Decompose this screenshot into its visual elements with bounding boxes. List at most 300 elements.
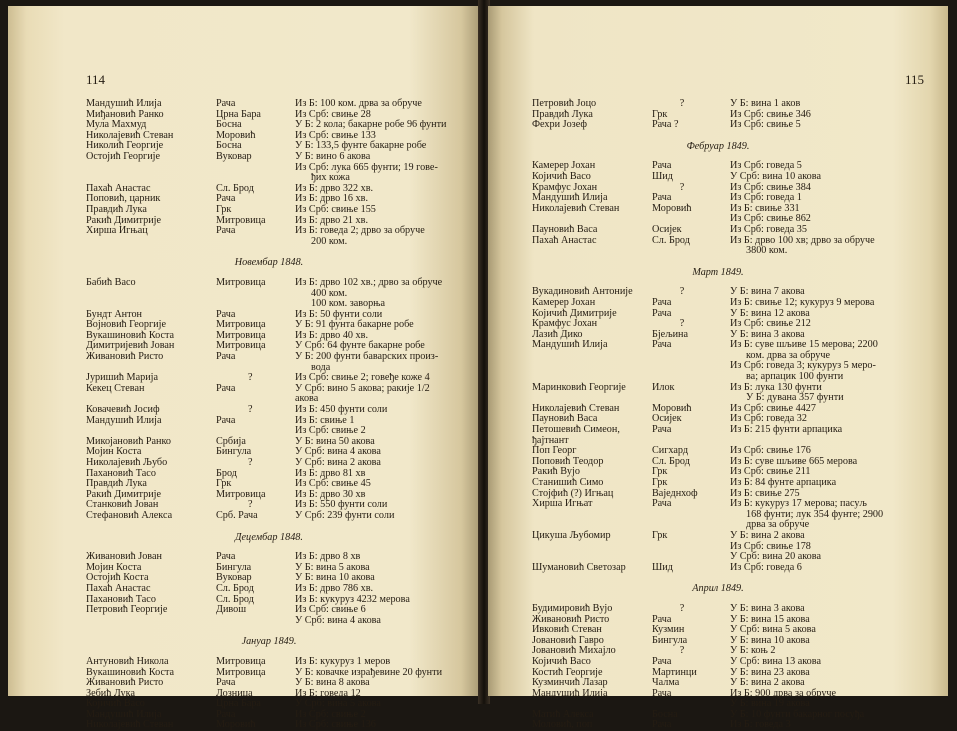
merchant-name: Камерер Јохан xyxy=(532,160,596,172)
merchant-place: ? xyxy=(679,645,685,657)
merchant-name: Лазић Дико xyxy=(532,328,583,340)
trade-entry: У Б: вина 7 акова xyxy=(730,286,805,298)
merchant-name xyxy=(86,616,216,627)
merchant-name: Мојин Коста xyxy=(86,561,142,573)
merchant-name: Ракић Димитрије xyxy=(86,214,162,226)
merchant-name: Остојић Георгије xyxy=(86,150,161,162)
merchant-name: Хирша Игњат xyxy=(532,498,593,510)
merchant-name: Пахаћ Анастас xyxy=(86,182,151,194)
merchant-name: Остојић Коста xyxy=(86,572,149,584)
trade-entry: Из Срб: лука 665 фунти; 19 гове- xyxy=(295,161,438,173)
merchant-place: Митровица xyxy=(216,329,266,341)
merchant-place: Сигхард xyxy=(652,445,689,457)
merchant-name: Којичић Васо xyxy=(532,170,591,182)
merchant-name: Вукашиновић Коста xyxy=(86,329,175,341)
merchant-name xyxy=(86,163,216,174)
merchant-place: Брод xyxy=(216,467,237,479)
ledger-row xyxy=(86,289,452,300)
merchant-name: Мандушић Илија xyxy=(532,687,608,699)
merchant-name: Ковачевић Јосиф xyxy=(86,404,160,416)
merchant-name: Мандушић Илија xyxy=(86,414,162,426)
merchant-place: Моровић xyxy=(216,719,256,731)
trade-entry: У Б: 200 фунти баварских произ- xyxy=(295,351,439,363)
trade-entry: Из Срб: свиње 6 xyxy=(295,604,366,616)
trade-entry: У Б: вина 10 акова xyxy=(730,634,810,646)
merchant-place: ? xyxy=(679,181,685,193)
merchant-place: Рача xyxy=(652,498,672,510)
merchant-name: Петошевић Симеон, xyxy=(532,424,620,436)
merchant-place: Рача xyxy=(216,551,236,563)
trade-entry: У Б: 2 кола; бакарне робе 96 фунти xyxy=(295,119,447,131)
trade-entry: У Срб: вина 20 акова xyxy=(730,551,821,563)
merchant-name: Живановић Јован xyxy=(86,551,162,563)
merchant-place: Лозница xyxy=(216,687,253,699)
merchant-place: Црна Бара xyxy=(216,698,261,710)
ledger-row xyxy=(86,678,452,689)
trade-entry: Из Срб: свиње 384 xyxy=(730,181,811,193)
merchant-name: Микојановић Ранко xyxy=(86,435,172,447)
trade-entry: У Б: 133,5 фунте бакарне робе xyxy=(295,140,427,152)
trade-entry: Из Срб: свиње 346 xyxy=(730,108,811,120)
merchant-name: Вукашиновић Коста xyxy=(86,666,175,678)
trade-entry: 100 ком. заворња xyxy=(311,298,386,310)
merchant-place: Рача xyxy=(652,655,672,667)
merchant-place xyxy=(652,510,730,521)
merchant-name: Фехри Јозеф xyxy=(532,119,587,131)
merchant-name: Антуновић Никола xyxy=(86,655,169,667)
trade-entry: У Б: вина 3 акова xyxy=(730,328,805,340)
merchant-place: Рача xyxy=(216,308,236,320)
merchant-name: Зебић Лука xyxy=(86,687,135,699)
merchant-name: Стефановић Алекса xyxy=(86,509,173,521)
merchant-place: Рача xyxy=(216,677,236,689)
merchant-name: Николајевић Стеван xyxy=(86,129,174,141)
merchant-place: Митровица xyxy=(216,340,266,352)
merchant-name xyxy=(532,542,652,553)
merchant-name: Мандушић Илија xyxy=(86,708,162,720)
trade-entry: У Срб: вина 10 акова xyxy=(730,170,821,182)
merchant-name: Станишић Симо xyxy=(532,477,604,488)
trade-entry: акова xyxy=(295,393,319,405)
merchant-name: Правдић Лука xyxy=(86,203,147,215)
page-number: 115 xyxy=(904,72,924,87)
trade-entry: У Б: вина 10 акова xyxy=(295,572,375,584)
ledger-row xyxy=(86,163,452,174)
trade-entry: Из Срб: свиње 5 xyxy=(730,119,801,131)
merchant-place: Осијек xyxy=(652,223,682,235)
merchant-place: Босна xyxy=(216,119,242,131)
trade-entry: У Б: вина 5 акова xyxy=(295,561,370,573)
merchant-place: ? xyxy=(679,286,685,298)
trade-entry: Из Срб: говеда 3; кукуруз 5 меро- xyxy=(730,360,876,372)
ledger-row xyxy=(532,510,904,521)
merchant-place xyxy=(652,361,730,372)
merchant-place: Рача ? xyxy=(652,119,679,131)
merchant-name: Николић Георгије xyxy=(86,140,164,152)
ledger-row xyxy=(86,152,452,163)
merchant-name: Јовановић Гавро xyxy=(532,634,604,646)
merchant-name: Правдић Лука xyxy=(532,108,593,120)
merchant-place: Моровић xyxy=(652,402,692,414)
month-heading: Фебруар 1849. xyxy=(686,140,750,152)
trade-entry: Из Срб: свиње 2 xyxy=(295,425,366,437)
merchant-place: Кузмин xyxy=(652,624,685,636)
merchant-place: Моровић xyxy=(652,202,692,214)
trade-entry: Из Срб: свиње 45 xyxy=(295,478,371,490)
merchant-place: Митровица xyxy=(216,488,266,500)
merchant-name: Пахаћ Анастас xyxy=(532,234,597,246)
ledger-row xyxy=(532,657,904,668)
merchant-place: Митровица xyxy=(216,319,266,331)
ledger-row xyxy=(532,298,904,309)
merchant-place xyxy=(216,289,295,300)
trade-entry: Из Срб: свиње 176 xyxy=(730,445,811,457)
ledger-row xyxy=(86,205,452,216)
merchant-name: Крамфус Јохан xyxy=(532,318,598,330)
merchant-place: Вуковар xyxy=(216,150,252,162)
merchant-name: Пахаћ Анастас xyxy=(86,582,151,594)
merchant-place: Рача xyxy=(216,98,236,109)
ledger-row xyxy=(532,542,904,553)
merchant-name: Живановић Ристо xyxy=(86,351,164,363)
trade-entry: Из Б: кукуруз 1 меров xyxy=(295,655,391,667)
trade-entry: Из Срб: свиње 212 xyxy=(730,318,811,330)
ledger-row xyxy=(532,236,904,247)
merchant-name: Николајевић Стеван xyxy=(532,402,620,414)
merchant-place: Рача xyxy=(216,382,236,394)
merchant-place: Рача xyxy=(216,193,236,205)
ledger-row xyxy=(532,531,904,542)
trade-entry: Из Б: дрво 81 хв xyxy=(295,467,366,479)
merchant-name: Војновић Георгије xyxy=(86,319,166,331)
trade-entry: Из Б: дрво 30 хв xyxy=(295,488,366,500)
trade-entry: У Б: 10 фунти бакарног посуђа xyxy=(730,708,865,720)
ledger-row xyxy=(86,99,452,110)
merchant-place: Ваједнхоф xyxy=(652,487,698,499)
trade-entry: У Б: вина 23 акова xyxy=(730,666,810,678)
ledger-row xyxy=(532,689,904,700)
merchant-place: Бингула xyxy=(216,561,252,573)
trade-entry: У Б: вина 50 акова xyxy=(295,435,375,447)
merchant-name xyxy=(532,510,652,521)
merchant-name: Николајевић Стеван xyxy=(532,202,620,214)
merchant-place xyxy=(216,394,295,405)
trade-entry: ђих кожа xyxy=(311,172,350,184)
merchant-place xyxy=(216,363,295,374)
trade-entry: У Срб: вина 5 акова xyxy=(730,624,816,636)
trade-entry: 3800 ком. xyxy=(746,245,788,257)
trade-entry: Из Б: кукуруз 4232 мерова xyxy=(295,593,410,605)
trade-entry: У Срб: вина 4 акова xyxy=(295,614,381,626)
trade-entry: Из Б: дрво 786 хв. xyxy=(295,582,374,594)
ledger-row xyxy=(532,457,904,468)
trade-entry: У Б: вина 19 акова xyxy=(730,698,810,710)
ledger-row xyxy=(532,361,904,372)
merchant-place: Вуковар xyxy=(216,572,252,584)
merchant-place: Рача xyxy=(652,296,672,308)
right-page xyxy=(488,6,948,731)
trade-entry: У Срб: 64 фунте бакарне робе xyxy=(295,340,425,352)
trade-entry: Из Б: говеда 3 xyxy=(730,719,791,731)
merchant-name: Правдић Лука xyxy=(86,478,147,490)
merchant-name: Мандушић Илија xyxy=(86,98,162,109)
trade-entry: Из Срб: свиње 178 xyxy=(730,540,811,552)
ledger-row xyxy=(86,458,452,469)
left-page xyxy=(8,6,480,731)
merchant-name xyxy=(532,351,652,362)
merchant-name: Живановић Ристо xyxy=(532,613,610,625)
merchant-place: Бингула xyxy=(652,634,688,646)
merchant-place: Бјељина xyxy=(652,328,689,340)
merchant-name: Петровић Георгије xyxy=(86,604,168,616)
merchant-place: Грк xyxy=(652,529,668,541)
page-content xyxy=(86,99,452,731)
ledger-row xyxy=(532,319,904,330)
merchant-name xyxy=(86,289,216,300)
merchant-name: Живановић Ристо xyxy=(86,677,164,689)
month-heading: Новембар 1848. xyxy=(234,257,304,269)
trade-entry: Из Б: 550 фунти соли xyxy=(295,499,388,511)
ledger-row xyxy=(532,204,904,215)
merchant-place: Србија xyxy=(216,435,246,447)
ledger-row xyxy=(532,99,904,110)
merchant-place xyxy=(652,542,730,553)
trade-entry: Из Срб: говеда 6 xyxy=(730,561,802,573)
ledger-row xyxy=(532,120,904,131)
merchant-place: Црна Бара xyxy=(216,108,261,120)
merchant-name: Николајевић Љубо xyxy=(86,457,168,468)
trade-entry: У Б: вина 2 акова xyxy=(730,529,805,541)
merchant-name: Којичић Васо xyxy=(86,698,145,710)
merchant-place: Сл. Брод xyxy=(216,182,254,194)
trade-entry: Из Б: свиње 331 xyxy=(730,202,800,214)
merchant-name: Миђановић Ранко xyxy=(86,108,164,120)
ledger-row xyxy=(532,246,904,257)
ledger-row xyxy=(532,478,904,489)
merchant-name xyxy=(86,237,216,248)
trade-entry: Из Срб: свиње 4427 xyxy=(730,402,816,414)
trade-entry: У Срб: 239 фунти соли xyxy=(295,509,395,521)
trade-entry: Из Б: свиње 275 xyxy=(730,487,800,499)
merchant-place: Сл. Брод xyxy=(216,582,254,594)
trade-entry: Из Б: свиње 1 xyxy=(295,414,355,426)
merchant-name: Бундт Антон xyxy=(86,308,142,320)
trade-entry: Из Срб: говеда 1 xyxy=(730,192,802,204)
merchant-name: Маринковић Георгије xyxy=(532,381,626,393)
merchant-place: ? xyxy=(679,318,685,330)
merchant-name: Кекец Стеван xyxy=(86,382,145,394)
merchant-place: Рача xyxy=(652,192,672,204)
merchant-place xyxy=(652,351,730,362)
ledger-row xyxy=(532,225,904,236)
merchant-place: Рача xyxy=(652,424,672,436)
merchant-place: Грк xyxy=(652,477,668,488)
ledger-row xyxy=(532,172,904,183)
trade-entry: У Б: дувана 357 фунти xyxy=(746,392,844,404)
merchant-name: Поповић Теодор xyxy=(532,455,604,467)
trade-entry: У Срб: вино 5 акова; ракије 1/2 xyxy=(295,382,430,394)
trade-entry: Из Б: суве шљиве 15 мерова; 2200 xyxy=(730,339,878,351)
trade-entry: 400 ком. xyxy=(311,287,348,299)
merchant-name xyxy=(532,361,652,372)
trade-entry: У Срб: вина 13 акова xyxy=(730,655,821,667)
trade-entry: У Б: 91 фунта бакарне робе xyxy=(295,319,414,331)
merchant-name: Стојфић (?) Игњац xyxy=(532,487,614,499)
merchant-place: Моровић xyxy=(216,129,256,141)
ledger-row xyxy=(86,605,452,616)
merchant-place: Митровица xyxy=(216,666,266,678)
merchant-name: Вукадиновић Антоније xyxy=(532,286,633,298)
merchant-name: Шумановић Светозар xyxy=(532,561,626,573)
merchant-name xyxy=(532,246,652,257)
trade-entry: У Б: вина 1 аков xyxy=(730,98,801,109)
merchant-place: ? xyxy=(679,602,685,614)
merchant-name: Костић Георгије xyxy=(532,666,603,678)
ledger-row xyxy=(86,616,452,627)
trade-entry: Из Б: дрво 16 хв. xyxy=(295,193,368,205)
merchant-place: Рача xyxy=(652,613,672,625)
ledger-row xyxy=(86,352,452,363)
merchant-place: Босна xyxy=(652,708,678,720)
trade-entry: Из Б: дрво 40 хв. xyxy=(295,329,368,341)
trade-entry: Из Срб: свиње 136 xyxy=(295,719,376,731)
merchant-place: Рача xyxy=(652,719,672,731)
merchant-name: Мула Махмуд xyxy=(86,119,147,131)
trade-entry: У Б: вина 8 акова xyxy=(295,677,370,689)
merchant-place: Босна xyxy=(216,140,242,152)
trade-entry: Из Срб: говеда 32 xyxy=(730,413,807,425)
trade-entry: Из Б: 50 фунти соли xyxy=(295,308,383,320)
trade-entry: вода xyxy=(311,361,331,373)
merchant-name: Мојин Коста xyxy=(86,446,142,458)
merchant-name: Поп Георг xyxy=(532,445,577,457)
merchant-name: Димитријевић Јован xyxy=(86,340,175,352)
trade-entry: У Срб: вина 5 акова xyxy=(295,698,381,710)
merchant-place: Рача xyxy=(652,339,672,351)
ledger-row xyxy=(532,720,904,731)
merchant-place: Рача xyxy=(216,414,236,426)
merchant-place: Сл. Брод xyxy=(652,455,690,467)
trade-entry: Из Б: дрво 322 хв. xyxy=(295,182,374,194)
merchant-place: Сл. Брод xyxy=(652,234,690,246)
merchant-name: Кузминчић Лазар xyxy=(532,677,608,689)
merchant-place: Срб. Рача xyxy=(216,509,258,521)
merchant-place: Рача xyxy=(216,708,236,720)
merchant-name: Ракић Димитрије xyxy=(86,488,162,500)
merchant-name: Крамфус Јохан xyxy=(532,181,598,193)
merchant-name: Поповић, царник xyxy=(86,193,161,205)
trade-entry: Из Срб: свиње 211 xyxy=(730,466,811,478)
month-heading: Децембар 1848. xyxy=(235,531,303,543)
trade-entry: 200 ком. xyxy=(311,235,348,247)
ledger-row xyxy=(86,720,452,731)
trade-entry: Из Б: свиње 12; кукуруз 9 мерова xyxy=(730,296,875,308)
merchant-name: Јуришић Марија xyxy=(86,372,159,384)
merchant-place: Сл. Брод xyxy=(216,593,254,605)
trade-entry: 168 фунти; лук 354 фунте; 2900 xyxy=(746,508,884,520)
trade-entry: Из Срб: свиње 862 xyxy=(730,213,811,225)
merchant-name: Којичић Васо xyxy=(532,655,591,667)
ledger-row xyxy=(86,226,452,237)
merchant-place: Грк xyxy=(216,203,232,215)
trade-entry: Из Б: 84 фунте арпацика xyxy=(730,477,837,488)
trade-entry: У Б: вино 6 акова xyxy=(295,150,371,162)
merchant-place: ? xyxy=(248,372,253,384)
ledger-row xyxy=(86,657,452,668)
merchant-place: Рача xyxy=(652,687,672,699)
trade-entry: ком. дрва за обруче xyxy=(746,349,830,361)
trade-entry: У Срб: вина 4 акова xyxy=(295,446,381,458)
trade-entry: Из Б: говеда 12 xyxy=(295,687,361,699)
trade-entry: Из Б: 215 фунти арпацика xyxy=(730,424,843,436)
ledger-row xyxy=(86,584,452,595)
ledger-row xyxy=(532,563,904,574)
merchant-place: ? xyxy=(248,404,253,416)
merchant-name: Цикуша Љубомир xyxy=(532,529,611,541)
merchant-place: Грк xyxy=(216,478,232,490)
ledger-row xyxy=(86,384,452,395)
ledger-row xyxy=(532,604,904,615)
trade-entry: Из Срб: свиње 2; говеђе коже 4 xyxy=(295,372,430,384)
merchant-place: ? xyxy=(679,98,685,109)
merchant-place: Рача xyxy=(652,307,672,319)
merchant-name: Матић Алекса xyxy=(532,708,594,720)
merchant-name: ђајтнант xyxy=(532,434,569,446)
trade-entry: У Б: ковачке израђевине 20 фунти xyxy=(295,666,443,678)
trade-entry: Из Б: суве шљиве 665 мерова xyxy=(730,455,858,467)
trade-entry: Из Срб: говеда 5 xyxy=(730,160,802,172)
trade-entry: Из Б: дрво 100 хв; дрво за обруче xyxy=(730,234,875,246)
trade-entry: У Б: вина 2 акова xyxy=(730,677,805,689)
merchant-place xyxy=(216,163,295,174)
merchant-place: Рача xyxy=(216,225,236,237)
trade-entry: Из Б: кукуруз 17 мерова; пасуљ xyxy=(730,498,867,510)
merchant-name: Николајевић Стеван xyxy=(86,719,174,731)
page-content xyxy=(532,99,904,731)
merchant-name: Мандушић Илија xyxy=(532,192,608,204)
trade-entry: Из Б: дрво 21 хв. xyxy=(295,214,368,226)
merchant-name: Бабић Васо xyxy=(86,276,136,288)
trade-entry: Из Срб: свиње 2 xyxy=(295,708,366,720)
ledger-row xyxy=(532,340,904,351)
merchant-place: Дивош xyxy=(216,604,247,616)
merchant-name: Јовановић Михајло xyxy=(532,645,616,657)
merchant-name: Ракић Вујо xyxy=(532,466,580,478)
merchant-name: Којичић Димитрије xyxy=(532,307,617,319)
ledger-row xyxy=(532,425,904,436)
merchant-name: Пауновић Васа xyxy=(532,413,598,425)
merchant-place: Рача xyxy=(652,160,672,172)
ledger-row xyxy=(532,383,904,394)
ledger-row xyxy=(86,237,452,248)
merchant-name: Пахановић Тасо xyxy=(86,467,156,479)
merchant-name: Ивковић Стеван xyxy=(532,624,602,636)
trade-entry: Из Б: дрво 8 хв xyxy=(295,551,361,563)
month-heading: Јануар 1849. xyxy=(241,636,297,648)
trade-entry: У Срб: вина 2 акова xyxy=(295,457,381,468)
merchant-place: Илок xyxy=(652,381,675,393)
merchant-place: Митровица xyxy=(216,655,266,667)
trade-entry: Из Б: 450 фунти соли xyxy=(295,404,388,416)
month-heading: Март 1849. xyxy=(692,266,744,278)
ledger-row xyxy=(86,416,452,427)
trade-entry: Из Б: говеда 2; дрво за обруче xyxy=(295,225,425,237)
merchant-name: Станковић Јован xyxy=(86,499,159,511)
merchant-name: Будимировић Вујо xyxy=(532,602,613,614)
merchant-place: Грк xyxy=(652,108,668,120)
merchant-name: Петровић Јоцо xyxy=(532,98,597,109)
trade-entry: У Б: вина 15 акова xyxy=(730,613,810,625)
